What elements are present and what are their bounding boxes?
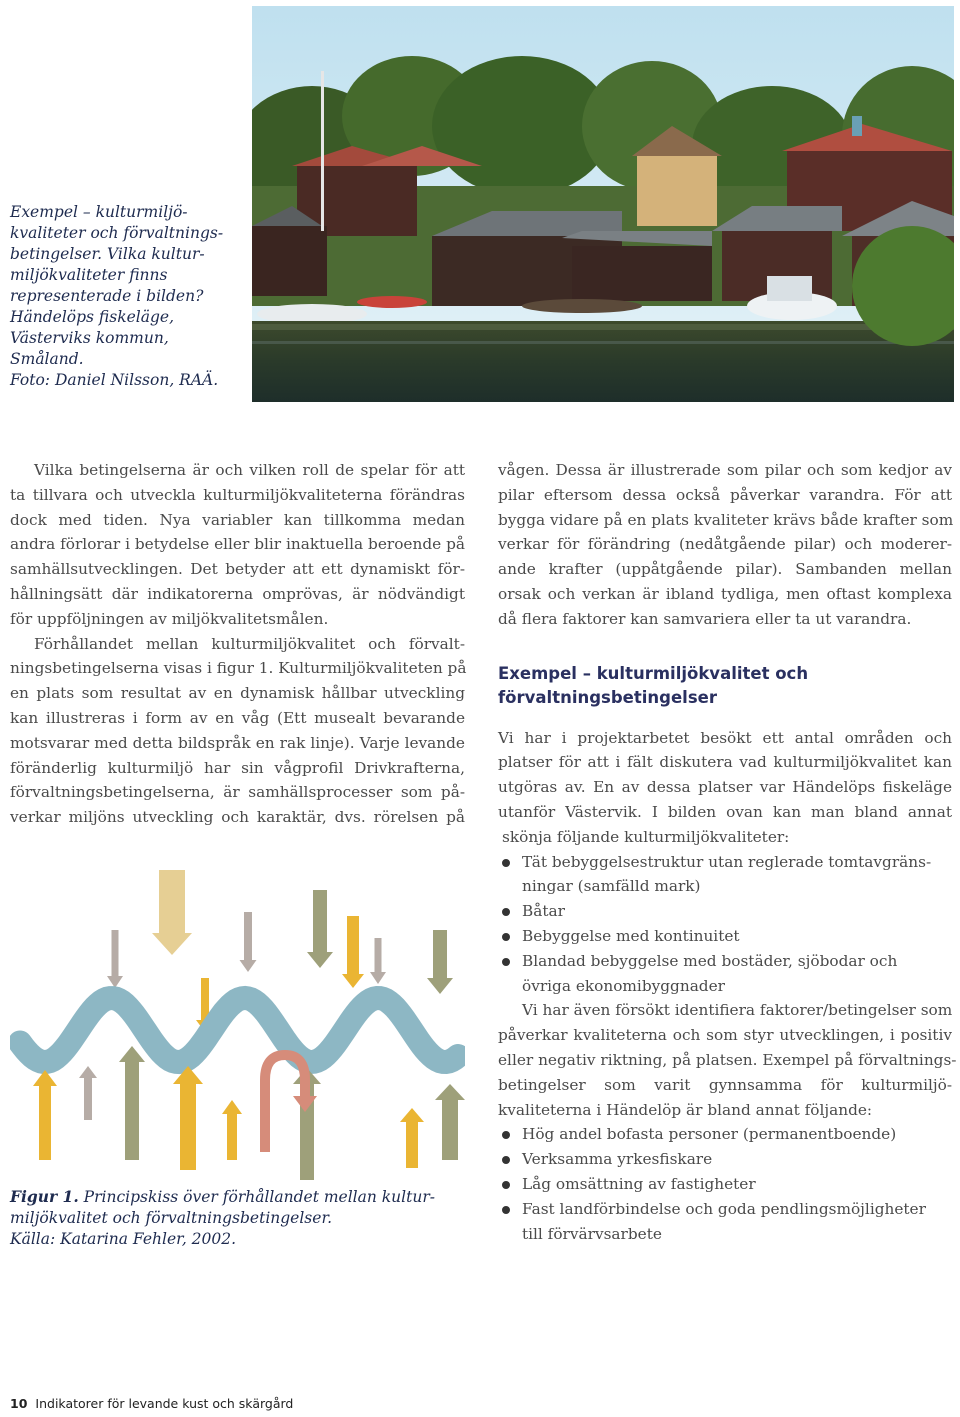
page-footer [10, 1396, 293, 1411]
list-item: Låg omsättning av fastigheter [498, 1172, 952, 1197]
arrow-down-medium [342, 916, 364, 988]
caption-line: Händelöps fiskeläge, [10, 308, 175, 326]
text-line: verkar för förändring (nedåtgående pilar) och moderer- [498, 535, 952, 554]
list-item: Blandad bebyggelse med bostäder, sjöbodar och [498, 949, 952, 974]
text-line: pilar eftersom dessa också påverkar varandra. För att [498, 485, 952, 504]
list-item-continuation: ningar (samfälld mark) [522, 877, 701, 896]
text-line: då flera faktorer kan samvariera eller ta ut varandra. [498, 609, 912, 628]
list-item: Tät bebyggelsestruktur utan reglerade tomtavgräns- [498, 850, 952, 875]
list-item-continuation: övriga ekonomibyggnader [522, 976, 725, 995]
arrow-down-small [107, 930, 123, 988]
caption-line: betingelser. Vilka kultur- [10, 245, 205, 263]
list-item: Verksamma yrkesfiskare [498, 1147, 952, 1172]
text-line: motsvarar med detta bildspråk en rak linje). Varje levande [10, 733, 465, 752]
list-item: Hög andel bofasta personer (permanentboende) [498, 1122, 952, 1147]
figure-caption-line: Källa: Katarina Fehler, 2002. [10, 1230, 237, 1248]
caption-line: miljökvaliteter finns [10, 266, 168, 284]
arrow-down-medium [427, 930, 453, 994]
text-line: Vi har i projektarbetet besökt ett antal områden och [498, 728, 952, 747]
list-item-continuation: till förvärvsarbete [522, 1224, 662, 1243]
caption-line: Småland. [10, 350, 84, 368]
text-line: förvaltningsbetingelserna, är samhällsprocesser som på- [10, 783, 465, 802]
text-line: verkar miljöns utveckling och karaktär, dvs. rörelsen på [10, 808, 465, 827]
photo-caption [10, 202, 245, 391]
heading-line: förvaltningsbetingelser [498, 687, 717, 707]
text-line: Vi har även försökt identifiera faktorer/betingelser som [522, 1001, 953, 1020]
text-line: utgöras av. En av dessa platser var Händelöps fiskeläge [498, 778, 952, 797]
arrow-up-medium [33, 1070, 57, 1160]
text-line: hållningsätt där indikatorerna omprövas, är nödvändigt [10, 584, 465, 603]
text-line: vågen. Dessa är illustrerade som pilar och som kedjor av [498, 461, 952, 479]
text-line: ta tillvara och utveckla kulturmiljökvaliteterna förändras [10, 485, 465, 504]
caption-line: kvaliteter och förvaltnings- [10, 224, 224, 242]
arrow-down-small [370, 938, 386, 984]
wave-arrow-diagram [10, 860, 465, 1180]
text-line: föränderlig kulturmiljö har sin vågprofil Drivkrafterna, [10, 758, 465, 777]
section-heading [498, 662, 952, 710]
harbour-photo-illustration [252, 6, 954, 402]
left-column [10, 458, 465, 830]
caption-line: Exempel – kulturmiljö- [10, 203, 188, 221]
text-line: samhällsutvecklingen. Det betyder att ett dynamiskt för- [10, 560, 465, 579]
figure-label: Figur 1. [10, 1187, 79, 1206]
text-line: ande krafter (uppåtgående pilar). Sambanden mellan [498, 560, 952, 579]
arrow-down-medium [307, 890, 333, 968]
text-line: skönja följande kulturmiljökvaliteter: [502, 827, 790, 846]
text-line: bygga vidare på en plats kvaliteter krävs både krafter som [498, 510, 954, 529]
figure-caption-line: Principskiss över förhållandet mellan kultur- [78, 1188, 435, 1206]
text-line: för uppföljningen av miljökvalitetsmålen. [10, 609, 329, 628]
figure-caption [10, 1186, 470, 1250]
text-line: en plats som resultat av en dynamisk hållbar utveckling [10, 684, 465, 703]
harbour-photo [252, 6, 954, 402]
arrow-down-small [240, 912, 257, 972]
wave-line [20, 998, 458, 1062]
caption-line: Västerviks kommun, [10, 329, 169, 347]
text-line: utanför Västervik. I bilden ovan kan man bland annat [498, 802, 952, 821]
text-line: Förhållandet mellan kulturmiljökvalitet och förvalt- [34, 634, 465, 653]
arrow-up-small [222, 1100, 242, 1160]
figure-1 [10, 860, 465, 1180]
text-line: dock med tiden. Nya variabler kan tillkomma medan [10, 510, 465, 529]
right-column [498, 458, 957, 1246]
publication-title: Indikatorer för levande kust och skärgård [35, 1396, 294, 1411]
text-line: kan illustreras i form av en våg (Ett musealt bevarande [10, 708, 465, 727]
figure-caption-line: miljökvalitet och förvaltningsbetingelser. [10, 1209, 333, 1227]
text-line: påverkar kvaliteterna och som styr utvecklingen, i positiv [498, 1026, 952, 1045]
list-item: Bebyggelse med kontinuitet [498, 924, 952, 949]
text-line: platser för att i fält diskutera vad kulturmiljökvalitet kan [498, 753, 952, 772]
text-line: kvaliteterna i Händelöp är bland annat följande: [498, 1100, 873, 1119]
arrow-up-small [400, 1108, 424, 1168]
list-item: Fast landförbindelse och goda pendlingsmöjligheter [498, 1197, 952, 1222]
arrow-up-small [79, 1066, 97, 1120]
arrow-up-medium [435, 1084, 465, 1160]
heading-line: Exempel – kulturmiljökvalitet och [498, 663, 809, 683]
text-line: Vilka betingelserna är och vilken roll de spelar för att [34, 461, 465, 479]
caption-line: representerade i bilden? [10, 287, 204, 305]
arrow-down-large [152, 870, 192, 955]
text-line: orsak och verkan är ibland tydliga, men oftast komplexa [498, 584, 952, 603]
text-line: eller negativ riktning, på platsen. Exempel på förvaltnings- [498, 1050, 957, 1069]
text-line: betingelser som varit gynnsamma för kulturmiljö- [498, 1075, 952, 1094]
list-item: Båtar [498, 899, 952, 924]
text-line: andra förlorar i betydelse eller blir inaktuella beroende på [10, 535, 465, 554]
caption-line: Foto: Daniel Nilsson, RAÄ. [10, 371, 219, 389]
text-line: ningsbetingelserna visas i figur 1. Kulturmiljökvaliteten på [10, 659, 467, 678]
arrow-up-medium [119, 1046, 145, 1160]
page-number: 10 [10, 1396, 28, 1411]
arrow-up-medium [173, 1066, 203, 1170]
